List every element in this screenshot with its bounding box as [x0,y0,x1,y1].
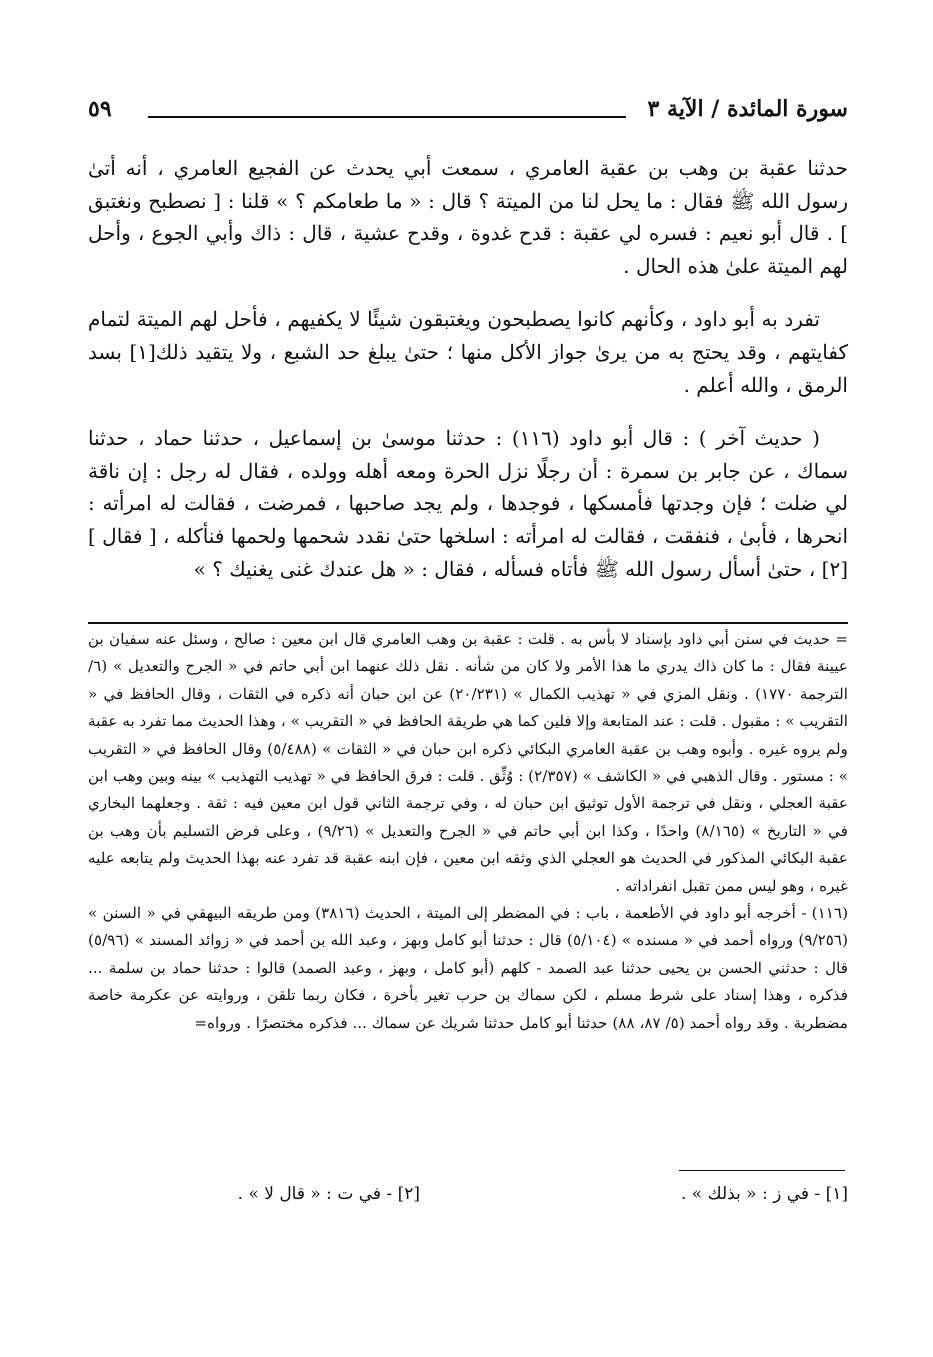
surah-title: سورة المائدة / الآية ٣ [647,96,848,122]
footnote-continuation: = حديث في سنن أبي داود بإسناد لا بأس به . قلت : عقبة بن وهب العامري قال ابن معين : صالح ، وسئل عنه سفيان بن عيينة فقال : ما كان ذاك يدري ما هذا الأمر ولا كان من شأنه . نقل ذلك عنهما ابن أبي حاتم في « الجرح والتعديل » (٦/الترجمة ١٧٧٠) . ونقل المزي في « تهذيب الكمال » (٢٠/٢٣١) عن ابن حبان أنه ذكره في الثقات ، وقال الحافظ في « التقريب » : مقبول . قلت : عند المتابعة وإلا فلين كما هي طريقة الحافظ في « التقريب » ، وهذا الحديث مما تفرد به عقبة ولم يروه غيره . وأبوه وهب بن عقبة العامري البكائي ذكره ابن حبان في « الثقات » (٥/٤٨٨) وقال الحافظ في « التقريب » : مستور . وقال الذهبي في « الكاشف » (٢/٣٥٧) : وُثِّق . قلت : فرق الحافظ في « تهذيب التهذيب » بينه وبين وهب ابن عقبة العجلي ، ونقل في ترجمة الأول توثيق ابن حبان له ، وفي ترجمة الثاني قول ابن معين فيه : ثقة . وجعلهما البخاري في « التاريخ » (٨/١٦٥) واحدًا ، وكذا ابن أبي حاتم في « الجرح والتعديل » (٩/٢٦) ، وعلى فرض التسليم بأن وهب بن عقبة البكائي المذكور في الحديث هو العجلي الذي وثقه ابن معين ، فإن ابنه عقبة قد تفرد عنه بهذا الحديث ولم يتابعه عليه غيره ، وهو ليس ممن تقبل انفراداته . [88,630,848,895]
page-number: ٥٩ [88,96,112,122]
header-rule [148,116,626,118]
footnotes [88,622,848,1037]
variant-notes [88,1184,848,1216]
main-text [88,152,848,606]
variant-note-1: [١] - في ز : « بذلك » . [681,1184,848,1204]
margin-notes-separator [679,1170,845,1171]
paragraph-hadith-jabir: ( حديث آخر ) : قال أبو داود (١١٦) : حدثنا موسىٰ بن إسماعيل ، حدثنا حماد ، حدثنا سماك ، عن جابر بن سمرة : أن رجلًا نزل الحرة ومعه أهله وولده ، فقال له رجل : إن ناقة لي ضلت ؛ فإن وجدتها فأمسكها ، فوجدها ، ولم يجد صاحبها ، فمرضت ، فقالت له امرأته : انحرها ، فأبىٰ ، فنفقت ، فقالت له امرأته : اسلخها حتىٰ نقدد شحمها ولحمها فنأكله ، [ فقال ][٢] ، حتىٰ أسأل رسول الله ﷺ فأتاه فسأله ، فقال : « هل عندك غنى يغنيك ؟ » [88,426,848,581]
page-header [88,92,848,132]
paragraph-hadith-fujay: حدثنا عقبة بن وهب بن عقبة العامري ، سمعت أبي يحدث عن الفجيع العامري ، أنه أتىٰ رسول الله ﷺ فقال : ما يحل لنا من الميتة ؟ قال : « ما طعامكم ؟ » قلنا : [ نصطبح ونغتبق ] . قال أبو نعيم : فسره لي عقبة : قدح غدوة ، وقدح عشية ، قال : ذاك وأبي الجوع ، وأحل لهم الميتة علىٰ هذه الحال . [88,156,848,278]
footnote-116: (١١٦) - أخرجه أبو داود في الأطعمة ، باب : في المضطر إلى الميتة ، الحديث (٣٨١٦) ومن طريقه البيهقي في « السنن » (٩/٢٥٦) ورواه أحمد في « مسنده » (٥/١٠٤) قال : حدثنا أبو كامل وبهز ، وعبد الله بن أحمد في « زوائد المسند » (٥/٩٦) قال : حدثني الحسن بن يحيى حدثنا عبد الصمد - كلهم (أبو كامل ، وبهز ، وعبد الصمد) قالوا : حدثنا حماد بن سلمة ... فذكره ، وهذا إسناد على شرط مسلم ، لكن سماك بن حرب تغير بأخرة ، فكان ربما تلقن ، وروايته عن عكرمة خاصة مضطربة . وقد رواه أحمد (٥/ ٨٧، ٨٨) حدثنا أبو كامل حدثنا شريك عن سماك ... فذكره مختصرًا . ورواه= [88,904,848,1032]
paragraph-commentary: تفرد به أبو داود ، وكأنهم كانوا يصطبحون ويغتبقون شيئًا لا يكفيهم ، فأحل لهم الميتة لتمام كفايتهم ، وقد يحتج به من يرىٰ جواز الأكل منها ؛ حتىٰ يبلغ حد الشبع ، ولا يتقيد ذلك[١] بسد الرمق ، والله أعلم . [88,307,848,397]
variant-note-2: [٢] - في ت : « قال لا » . [237,1184,420,1204]
